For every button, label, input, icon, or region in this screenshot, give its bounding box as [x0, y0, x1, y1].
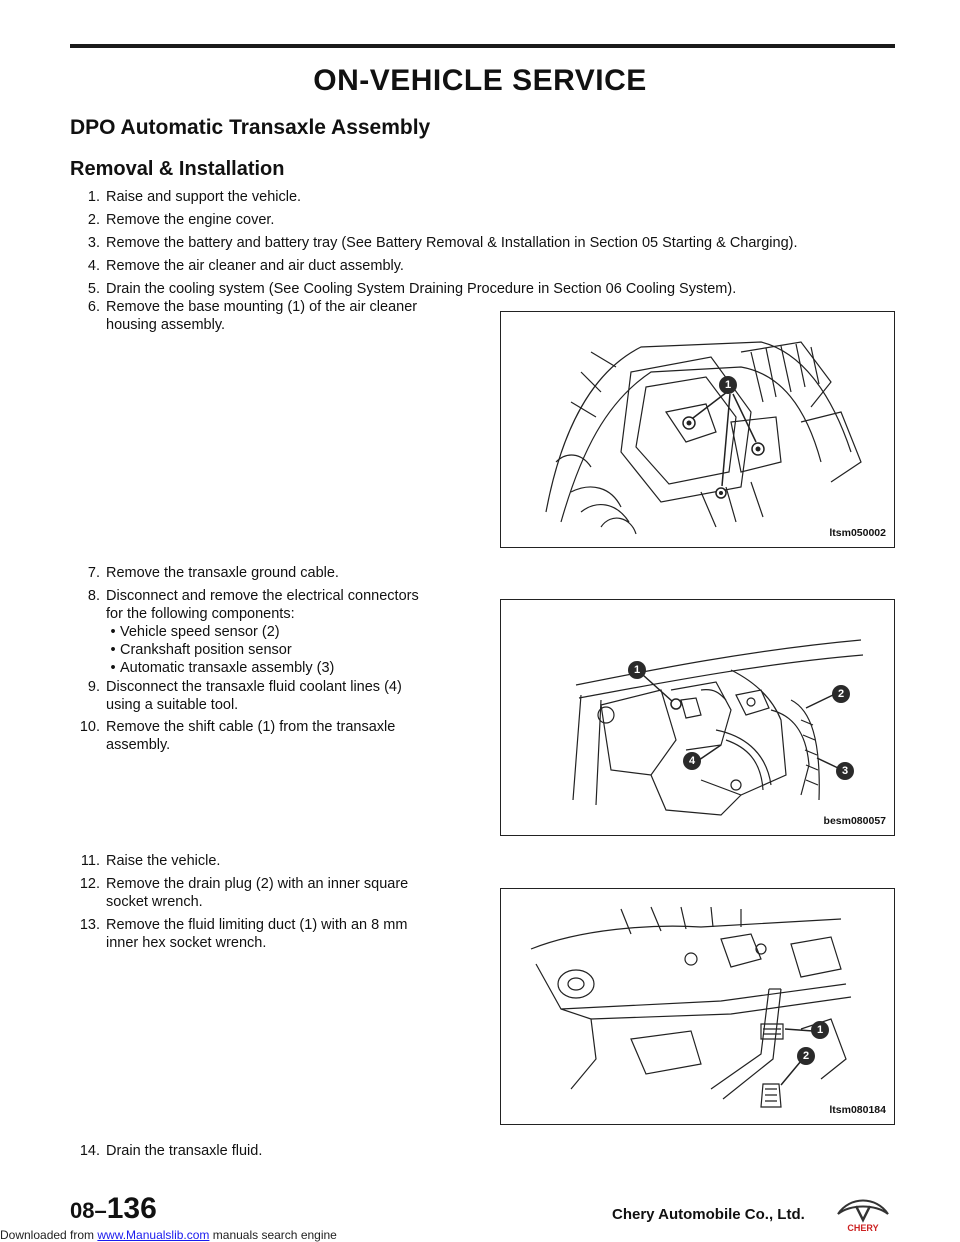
callout-4: 4: [683, 752, 701, 770]
step-4: 4. Remove the air cleaner and air duct assembly.: [87, 258, 404, 274]
transaxle-illustration: [501, 600, 894, 835]
callout-3: 3: [836, 762, 854, 780]
manualslib-link[interactable]: www.Manualslib.com: [97, 1228, 210, 1242]
figure-id: ltsm050002: [829, 527, 886, 539]
logo-icon: [830, 1194, 896, 1234]
document-title: DPO Automatic Transaxle Assembly: [70, 116, 431, 139]
callout-2: 2: [797, 1047, 815, 1065]
step-8: 8. Disconnect and remove the electrical connectors for the following components:: [87, 588, 419, 622]
step-11: 11. Raise the vehicle.: [80, 853, 221, 869]
svg-text:CHERY: CHERY: [847, 1223, 879, 1233]
engine-bay-illustration: [501, 312, 894, 547]
chery-logo: [830, 1194, 896, 1234]
section-title: ON-VEHICLE SERVICE: [313, 64, 647, 97]
header-rule: [70, 44, 895, 48]
step-5: 5. Drain the cooling system (See Cooling System Draining Procedure in Section 06 Cooling System).: [87, 281, 737, 297]
transaxle-underside-illustration: [501, 889, 894, 1124]
figure-air-cleaner-mount: [500, 311, 895, 548]
callout-1: 1: [719, 376, 737, 394]
step-2: 2. Remove the engine cover.: [87, 212, 275, 228]
callout-2: 2: [832, 685, 850, 703]
callout-1: 1: [628, 661, 646, 679]
callout-1: 1: [811, 1021, 829, 1039]
page-number: 08–136: [70, 1192, 157, 1225]
figure-transaxle-connectors: [500, 599, 895, 836]
figure-id: ltsm080184: [829, 1104, 886, 1116]
step-10: 10. Remove the shift cable (1) from the transaxle assembly.: [79, 719, 396, 753]
step-12: 12. Remove the drain plug (2) with an inner square socket wrench.: [79, 876, 409, 910]
bullet-item: • Crankshaft position sensor: [110, 642, 292, 658]
step-13: 13. Remove the fluid limiting duct (1) with an 8 mm inner hex socket wrench.: [79, 917, 408, 951]
download-footer: Downloaded from www.Manualslib.com manuals search engine: [0, 1228, 337, 1242]
figure-drain-plug: [500, 888, 895, 1125]
step-3: 3. Remove the battery and battery tray (See Battery Removal & Installation in Section 05 Starting & Charging).: [87, 235, 798, 251]
step-6: 6. Remove the base mounting (1) of the air cleaner housing assembly.: [87, 299, 418, 333]
step-9: 9. Disconnect the transaxle fluid coolant lines (4) using a suitable tool.: [87, 679, 402, 713]
step-1: 1. Raise and support the vehicle.: [87, 189, 302, 205]
figure-id: besm080057: [823, 815, 886, 827]
bullet-item: • Automatic transaxle assembly (3): [110, 660, 335, 676]
step-7: 7. Remove the transaxle ground cable.: [87, 565, 339, 581]
bullet-item: • Vehicle speed sensor (2): [110, 624, 280, 640]
company-name: Chery Automobile Co., Ltd.: [612, 1206, 805, 1223]
subsection-title: Removal & Installation: [70, 158, 285, 180]
step-14: 14. Drain the transaxle fluid.: [79, 1143, 263, 1159]
